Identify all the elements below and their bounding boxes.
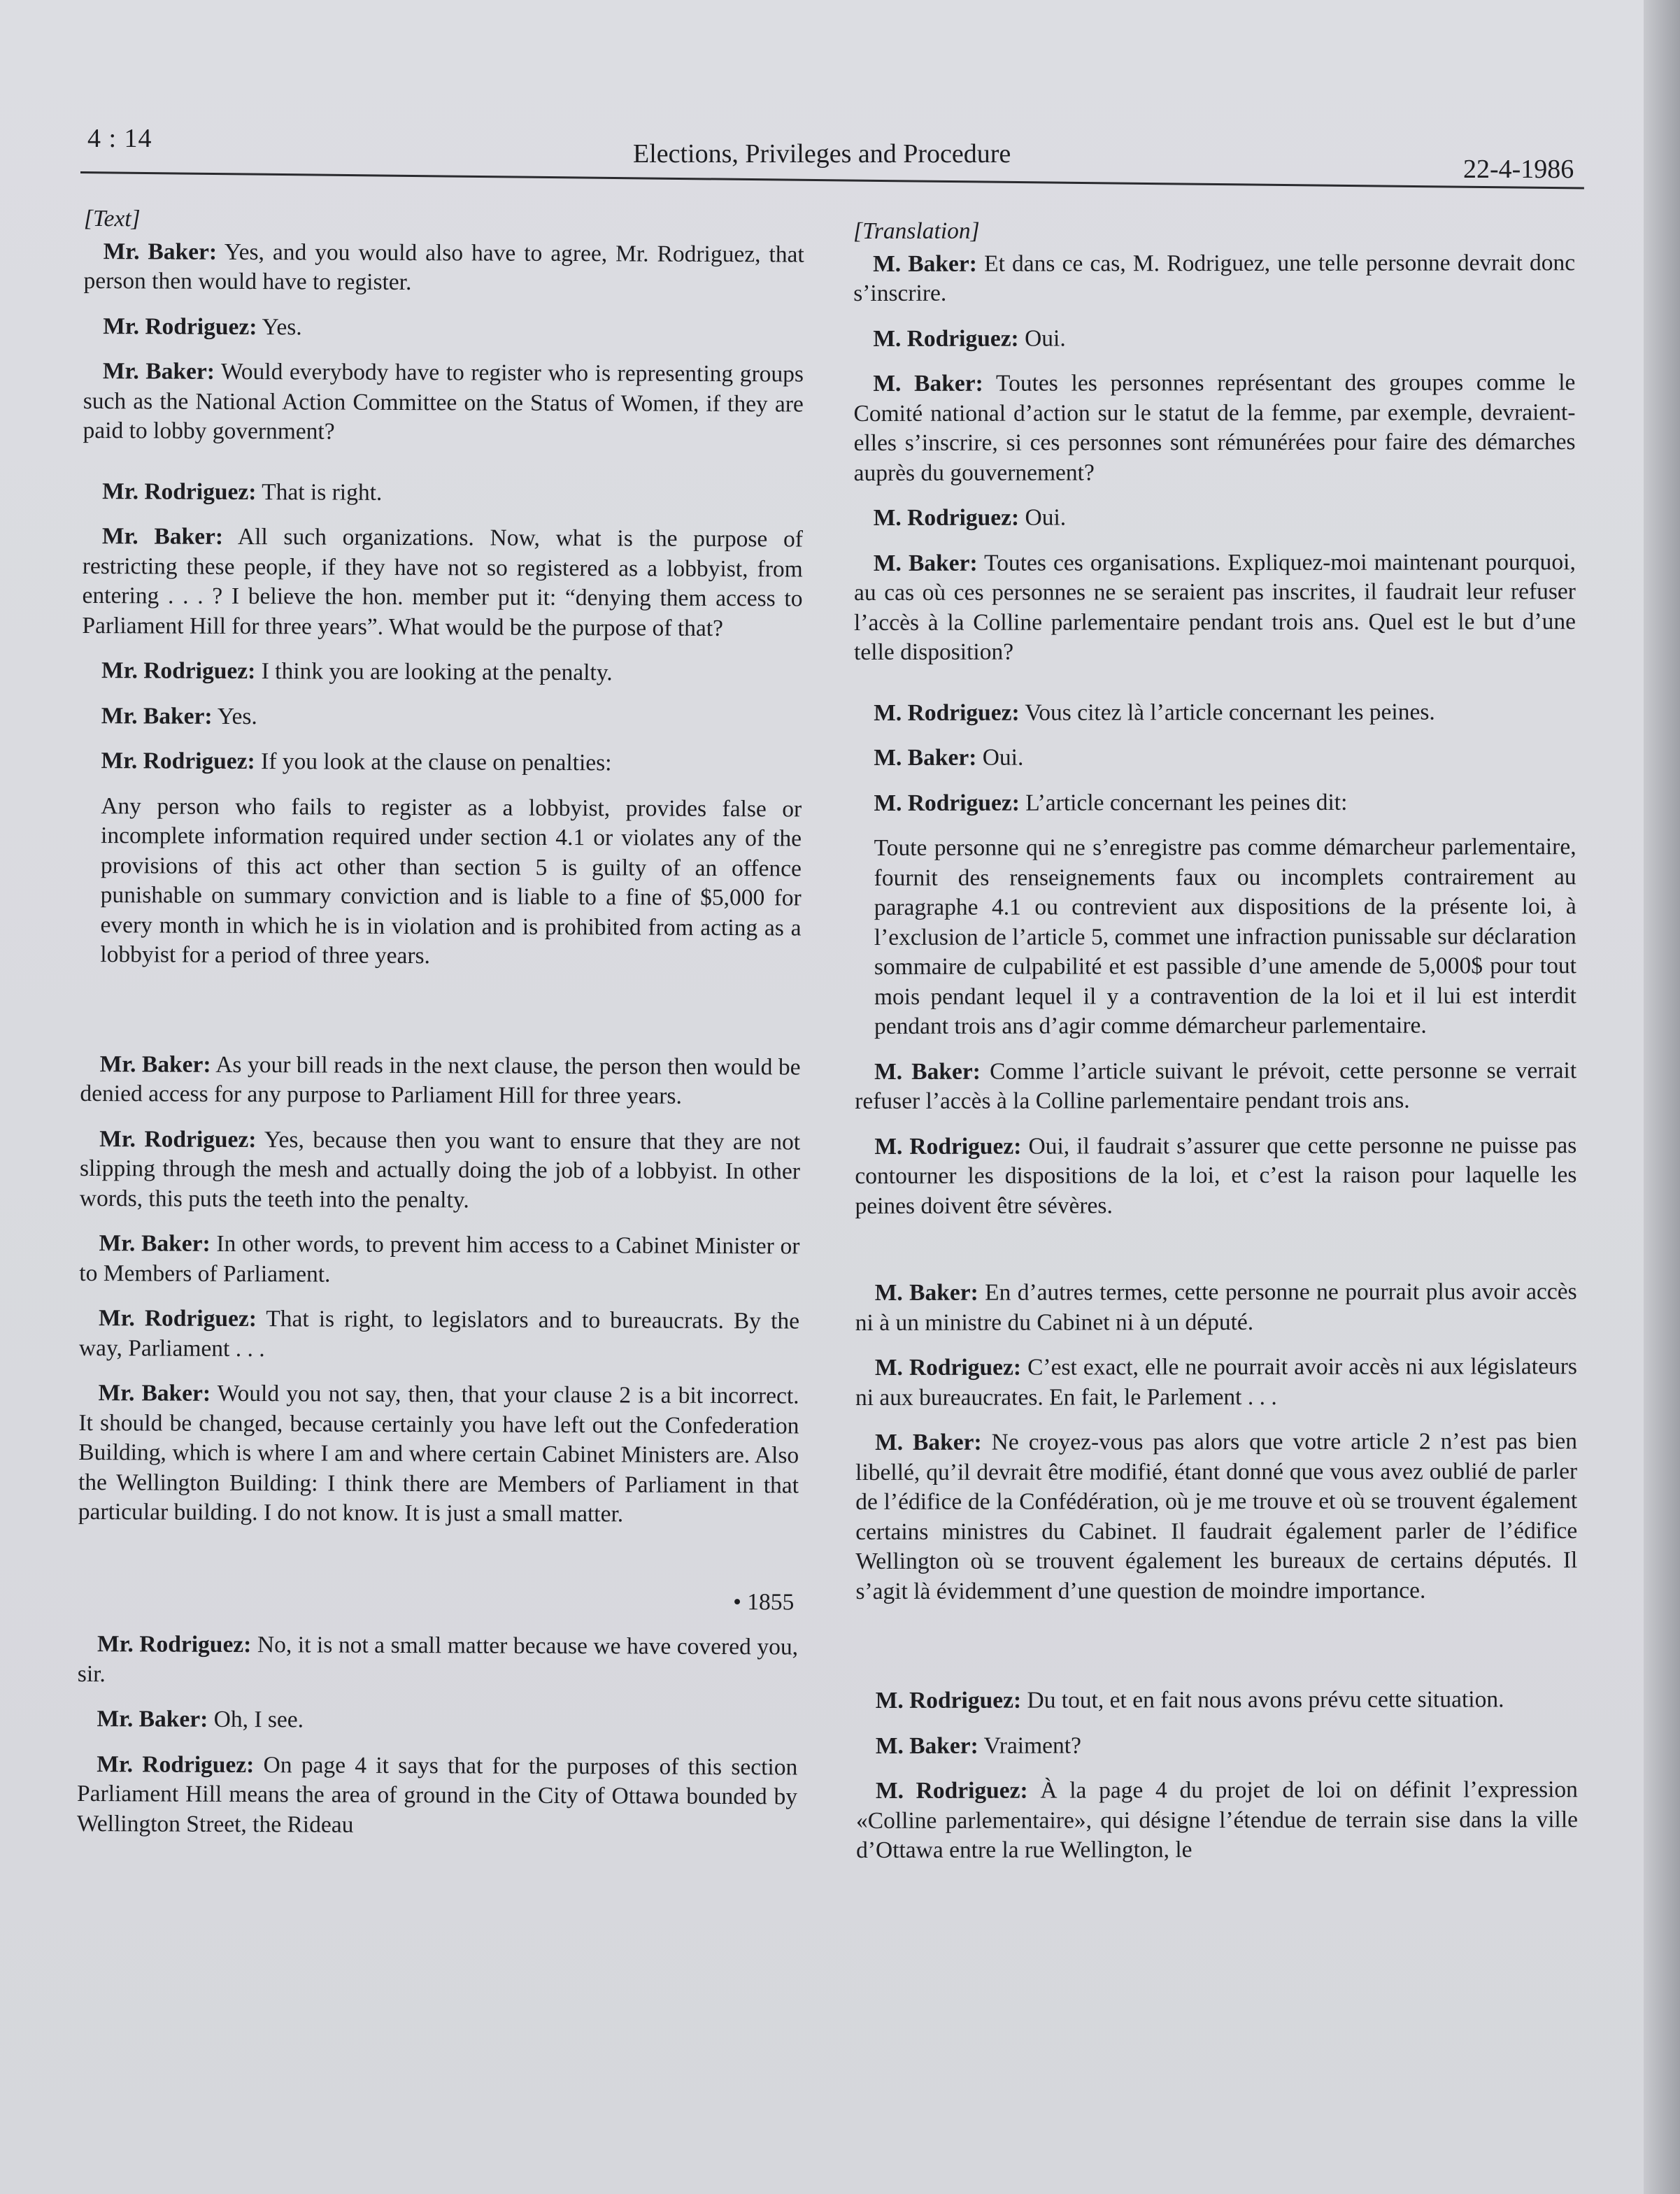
english-paragraph: Mr. Rodriguez: No, it is not a small matter because we have covered you, sir. (77, 1631, 799, 1687)
translation-marker: [Translation] (853, 218, 980, 244)
french-statute-quote: Toute personne qui ne s’enregistre pas comme démarcheur parlementaire, fournit des renseignements faux ou incomplets contrairement au paragraphe 4.1 ou contrevient aux dispositions de la présente loi, à l’exclusion de l’article 5, commet une infraction punissable sur déclaration sommaire de culpabilité et est passible d’une amende de 5,000$ pour tout mois pendant lequel il y a contravention de la loi et il lui est interdit pendant trois ans d’agir comme démarcheur parlementaire. (874, 834, 1576, 1039)
french-paragraph: M. Rodriguez: Oui. (873, 504, 1067, 531)
english-paragraph: Mr. Baker: In other words, to prevent him access to a Cabinet Minister or to Members of Parliament. (79, 1230, 800, 1288)
french-paragraph: M. Baker: Ne croyez-vous pas alors que votre article 2 n’est pas bien libellé, qu’il devrait être modifié, étant donné que vous avez oublié de parler de l’édifice de la Confédération, où je me trouve et où se trouvent également certains ministres du Cabinet. Il faudrait également parler de l’édifice Wellington où se trouvent également les bureaux de certains députés. Il s’agit là évidemment d’une question de moindre importance. (855, 1428, 1578, 1604)
french-column (853, 215, 1578, 1881)
french-paragraph: M. Baker: Comme l’article suivant le prévoit, cette personne se verrait refuser l’accès à la Colline parlementaire pendant trois ans. (855, 1057, 1577, 1114)
english-column (77, 204, 804, 1857)
text-marker: [Text] (83, 205, 141, 232)
english-paragraph: Mr. Baker: Would everybody have to register who is representing groups such as the National Action Committee on the Status of Women, if they are paid to lobby government? (83, 358, 804, 445)
french-paragraph: M. Baker: Vraiment? (875, 1732, 1081, 1759)
english-paragraph: Mr. Baker: Yes. (101, 702, 257, 729)
french-paragraph: M. Rodriguez: Oui, il faudrait s’assurer que cette personne ne puisse pas contourner les dispositions de la loi, et c’est la raison pour laquelle les peines doivent être sévères. (855, 1132, 1577, 1219)
english-paragraph: Mr. Rodriguez: Yes. (103, 313, 302, 340)
french-paragraph: M. Baker: Et dans ce cas, M. Rodriguez, une telle personne devrait donc s’inscrire. (853, 249, 1576, 306)
english-paragraph: Mr. Rodriguez: On page 4 it says that for the purposes of this section Parliament Hill means the area of ground in the City of Ottawa bounded by Wellington Street, the Rideau (76, 1751, 798, 1838)
french-paragraph: M. Baker: Toutes les personnes représentant des groupes comme le Comité national d’action sur le statut de la femme, par exemple, devraient-elles s’inscrire, si ces personnes sont rémunérées pour faire des démarches auprès du gouvernement? (853, 369, 1576, 486)
french-paragraph: M. Rodriguez: Vous citez là l’article concernant les peines. (874, 699, 1435, 726)
english-paragraph: Mr. Baker: As your bill reads in the next clause, the person then would be denied access for any purpose to Parliament Hill for three years. (80, 1050, 801, 1109)
french-paragraph: M. Rodriguez: Du tout, et en fait nous avons prévu cette situation. (875, 1686, 1504, 1714)
page-edge (1644, 0, 1680, 2194)
header-date: 22-4-1986 (1463, 155, 1574, 184)
english-paragraph: Mr. Rodriguez: That is right, to legislators and to bureaucrats. By the way, Parliament . . . (78, 1305, 800, 1362)
french-paragraph: M. Baker: Toutes ces organisations. Expliquez-moi maintenant pourquoi, au cas où ces personnes ne se seraient pas inscrites, il faudrait leur refuser l’accès à la Colline parlementaire pendant trois ans. Quel est le but d’une telle disposition? (853, 548, 1576, 665)
english-paragraph: Mr. Baker: Oh, I see. (97, 1706, 304, 1733)
running-title: Elections, Privileges and Procedure (633, 139, 1011, 169)
french-paragraph: M. Rodriguez: C’est exact, elle ne pourrait avoir accès ni aux législateurs ni aux bureaucrates. En fait, le Parlement . . . (855, 1353, 1577, 1411)
french-paragraph: M. Rodriguez: L’article concernant les peines dit: (874, 789, 1348, 816)
english-paragraph: Mr. Rodriguez: If you look at the clause on penalties: (101, 748, 612, 776)
english-paragraph: Mr. Rodriguez: Yes, because then you want to ensure that they are not slipping through the mesh and actually doing the job of a lobbyist. In other words, this puts the teeth into the penalty. (79, 1125, 801, 1213)
time-marker: • 1855 (733, 1588, 795, 1615)
english-paragraph: Mr. Baker: All such organizations. Now, what is the purpose of restricting these people, if they have not so registered as a lobbyist, from entering . . . ? I believe the hon. member put it: “denying them access to Parliament Hill for three years”. What would be the purpose of that? (82, 523, 803, 641)
english-paragraph: Mr. Baker: Would you not say, then, that your clause 2 is a bit incorrect. It should be changed, because certainly you have left out the Confederation Building, which is where I am and where certain Cabinet Ministers are. Also the Wellington Building: I think there are Members of Parliament in that particular building. I do not know. It is just a small matter. (78, 1380, 799, 1527)
english-statute-quote: Any person who fails to register as a lobbyist, provides false or incomplete information required under section 4.1 or violates any of the provisions of this act other than section 5 is guilty of an offence punishable on summary conviction and is liable to a fine of $5,000 for every month in which he is in violation and is prohibited from acting as a lobbyist for a period of three years. (100, 792, 802, 969)
french-paragraph: M. Baker: En d’autres termes, cette personne ne pourrait plus avoir accès ni à un ministre du Cabinet ni à un député. (855, 1278, 1577, 1336)
english-paragraph: Mr. Rodriguez: That is right. (102, 478, 383, 506)
french-paragraph: M. Baker: Oui. (874, 744, 1024, 771)
french-paragraph: M. Rodriguez: Oui. (873, 325, 1066, 352)
header-rule (80, 171, 1584, 190)
english-paragraph: Mr. Baker: Yes, and you would also have to agree, Mr. Rodriguez, that person then would have to register. (83, 238, 804, 296)
french-paragraph: M. Rodriguez: À la page 4 du projet de loi on définit l’expression «Colline parlementaire», qui désigne l’étendue de terrain sise dans la ville d’Ottawa entre la rue Wellington, le (855, 1776, 1579, 1863)
english-paragraph: Mr. Rodriguez: I think you are looking at the penalty. (101, 657, 613, 686)
page-reference: 4 : 14 (87, 124, 152, 153)
